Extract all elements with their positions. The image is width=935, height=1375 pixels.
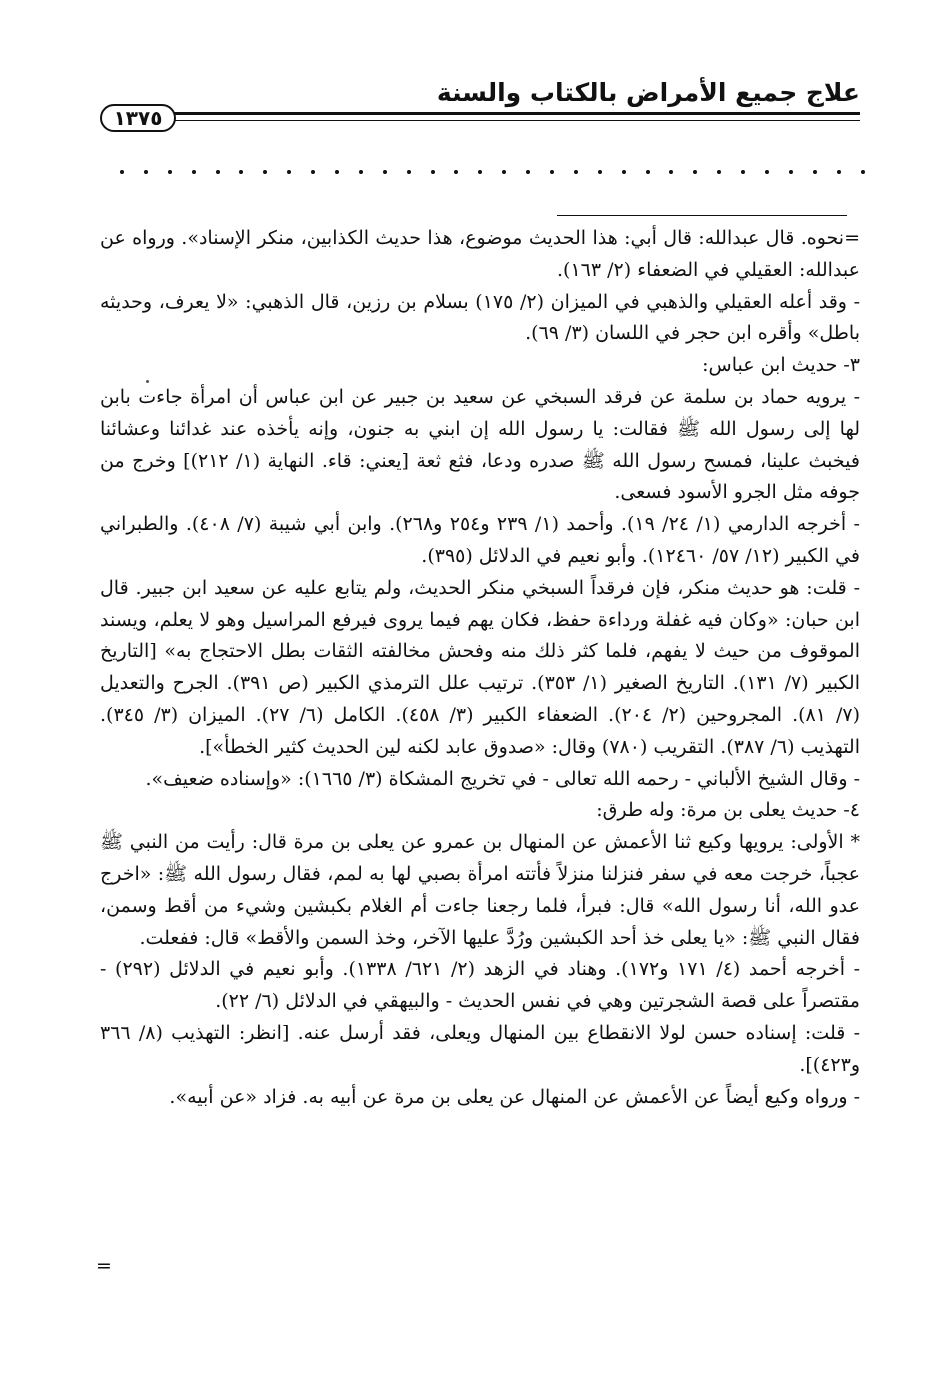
separator-dot — [311, 170, 315, 174]
separator-dot — [502, 170, 506, 174]
paragraph: - يرويه حماد بن سلمة عن فرقد السبخي عن سعيد بن جبير عن ابن عباس أن امرأة جاءت بابن لها إلى رسول الله ﷺ فقالت: يا رسول الله إن ابني به جنون، وإنه يأخذه عند غدائنا وعشائنا فيخبث علينا، فمسح رسول الله ﷺ صدره ودعا، فثع ثعة [يعني: قاء. النهاية (١/ ٢١٢)] وخرج من جوفه مثل الجرو الأسود فسعى. — [100, 385, 860, 504]
separator-dot — [216, 170, 220, 174]
section-heading: ٣- حديث ابن عباس: — [702, 354, 860, 377]
book-title: علاج جميع الأمراض بالكتاب والسنة — [436, 78, 860, 107]
separator-dot — [407, 170, 411, 174]
paragraph: - قلت: هو حديث منكر، فإن فرقداً السبخي منكر الحديث، ولم يتابع عليه عن سعيد ابن جبير. قال ابن حبان: «وكان فيه غفلة ورداءة حفظ، فكان يهم فيما يروى فيرفع المراسيل وهو لا يعلم، ويسند الموقوف من حيث لا يفهم، فلما كثر ذلك منه وفحش مخالفته الثقات بطل الاحتجاج به» [التاريخ الكبير (٧/ ١٣١). التاريخ الصغير (١/ ٣٥٣). ترتيب علل الترمذي الكبير (ص ٣٩١). الجرح والتعديل (٧/ ٨١). المجروحين (٢/ ٢٠٤). الضعفاء الكبير (٣/ ٤٥٨). الكامل (٦/ ٢٧). الميزان (٣/ ٣٤٥). التهذيب (٦/ ٣٨٧). التقريب (٧٨٠) وقال: «صدوق عابد لكنه لين الحديث كثير الخطأ»]. — [100, 576, 860, 758]
separator-dots — [120, 170, 865, 186]
separator-dot — [263, 170, 267, 174]
continuation-mark: = — [96, 1255, 112, 1277]
separator-dot — [789, 170, 793, 174]
paragraph: - أخرجه أحمد (٤/ ١٧١ و١٧٢). وهناد في الزهد (٢/ ٦٢١/ ١٣٣٨). وأبو نعيم في الدلائل (٢٩٢) - مقتصراً على قصة الشجرتين وهي في نفس الحديث - والبيهقي في الدلائل (٦/ ٢٢). — [100, 958, 861, 1013]
separator-dot — [717, 170, 721, 174]
page-number: ١٣٧٥ — [100, 104, 176, 132]
separator-dot — [550, 170, 554, 174]
paragraph: * الأولى: يرويها وكيع ثنا الأعمش عن المنهال بن عمرو عن يعلى بن مرة قال: رأيت من النبي ﷺ عجباً، خرجت معه في سفر فنزلنا منزلاً فأتته امرأة بصبي لها به لمم، فقال رسول الله ﷺ: «اخرج عدو الله، أنا رسول الله» قال: فبرأ، فلما رجعنا جاءت أم الغلام بكبشين وشيء من أقط وسمن، فقال النبي ﷺ: «يا يعلى خذ أحد الكبشين ورُدَّ عليها الآخر، وخذ السمن والأقط» قال: ففعلت. — [100, 831, 860, 949]
page-header — [100, 74, 860, 134]
separator-dot — [837, 170, 841, 174]
separator-dot — [813, 170, 817, 174]
separator-dot — [526, 170, 530, 174]
header-rule-thin — [170, 120, 860, 121]
section-heading: ٤- حديث يعلى بن مرة: وله طرق: — [596, 799, 860, 822]
separator-dot — [454, 170, 458, 174]
separator-dot — [765, 170, 769, 174]
separator-dot — [192, 170, 196, 174]
paragraph: - أخرجه الدارمي (١/ ٢٤/ ١٩). وأحمد (١/ ٢٣٩ و٢٥٤ و٢٦٨). وابن أبي شيبة (٧/ ٤٠٨). والطبراني في الكبير (١٢/ ٥٧/ ١٢٤٦٠). وأبو نعيم في الدلائل (٣٩٥). — [100, 513, 860, 567]
footnote-rule — [557, 215, 847, 216]
separator-dot — [741, 170, 745, 174]
paragraph: - قلت: إسناده حسن لولا الانقطاع بين المنهال ويعلى، فقد أرسل عنه. [انظر: التهذيب (٨/ ٣٦٦ و٤٢٣)]. — [100, 1021, 860, 1076]
separator-dot — [622, 170, 626, 174]
separator-dot — [669, 170, 673, 174]
separator-dot — [646, 170, 650, 174]
separator-dot — [144, 170, 148, 174]
paragraph: - وقال الشيخ الألباني - رحمه الله تعالى - في تخريج المشكاة (٣/ ١٦٦٥): «وإسناده ضعيف». — [145, 767, 860, 790]
header-rule — [170, 112, 860, 115]
paragraph: - ورواه وكيع أيضاً عن الأعمش عن المنهال عن يعلى بن مرة عن أبيه به. فزاد «عن أبيه». — [169, 1085, 860, 1108]
separator-dot — [383, 170, 387, 174]
paragraph: - وقد أعله العقيلي والذهبي في الميزان (٢/ ١٧٥) بسلام بن رزين، قال الذهبي: «لا يعرف، وحديثه باطل» وأقره ابن حجر في اللسان (٣/ ٦٩). — [100, 290, 860, 345]
separator-dot — [287, 170, 291, 174]
separator-dot — [693, 170, 697, 174]
paragraph: =نحوه. قال عبدالله: قال أبي: هذا الحديث موضوع، هذا حديث الكذابين، منكر الإسناد». ورواه عن عبدالله: العقيلي في الضعفاء (٢/ ١٦٣). — [100, 227, 860, 281]
separator-dot — [861, 170, 865, 174]
separator-dot — [168, 170, 172, 174]
separator-dot — [598, 170, 602, 174]
separator-dot — [335, 170, 339, 174]
separator-dot — [478, 170, 482, 174]
separator-dot — [359, 170, 363, 174]
separator-dot — [239, 170, 243, 174]
separator-dot — [574, 170, 578, 174]
separator-dot — [431, 170, 435, 174]
separator-dot — [120, 170, 124, 174]
footnote-body — [100, 223, 860, 1113]
